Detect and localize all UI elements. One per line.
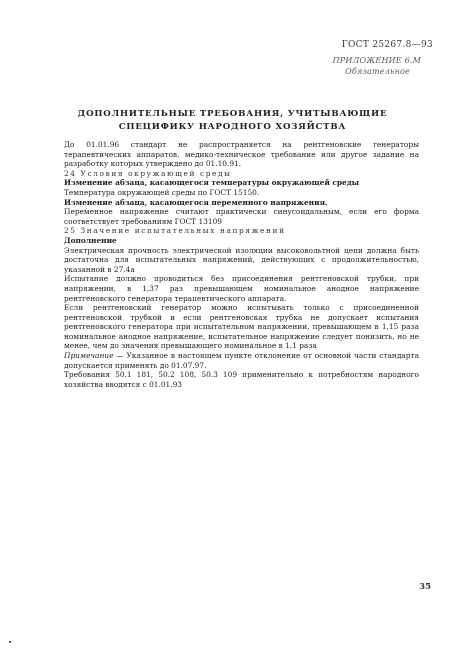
title-line-2: СПЕЦИФИКУ НАРОДНОГО ХОЗЯЙСТВА <box>118 122 347 132</box>
section-24-voltage: Переменное напряжение считают практически синусоидальным, если его форма соответствует требованиям ГОСТ 13109 <box>64 207 419 226</box>
document-body <box>64 140 419 389</box>
section-24-change-temperature: Изменение абзаца, касающегося температуры окружающей среды <box>64 178 360 188</box>
section-25-heading: 25 Значение испытательных напряжений <box>64 226 286 236</box>
title-line-1: ДОПОЛНИТЕЛЬНЫЕ ТРЕБОВАНИЯ, УЧИТЫВАЮЩИЕ <box>77 109 388 119</box>
intro-paragraph: До 01.01.96 стандарт не распространяется на рентгеновские генераторы терапевтических аппаратов, медико-техническое требование или другое задание на разработку которых утверждено до 01.10.91. <box>64 140 419 169</box>
section-24-change-voltage: Изменение абзаца, касающегося переменного напряжения. <box>64 197 328 207</box>
section-25-addition-label: Дополнение <box>64 235 117 245</box>
section-25-paragraph-2: Испытание должно проводиться без присоединения рентгеновской трубки, при напряжении, в 1,37 раз превышающем номинальное анодное напряжение рентгеновского генератора терапевтического аппарата. <box>64 274 419 303</box>
scan-mark <box>9 641 11 643</box>
appendix-label: ПРИЛОЖЕНИЕ 6.М <box>332 56 421 65</box>
section-25-paragraph-1: Электрическая прочность электрической изоляции высоковольтной цепи должна быть достаточна для испытательных напряжений, действующих с продолжительностью, указанной в 27.4а <box>64 245 419 274</box>
standard-code: ГОСТ 25267.8—93 <box>341 40 433 50</box>
final-paragraph: Требования 50.1 181, 50.2 108, 50.3 109 применительно к потребностям народного хозяйства вводятся с 01.01.93 <box>64 370 419 389</box>
note-label: Примечание — <box>64 351 124 361</box>
note-paragraph <box>64 351 419 370</box>
section-24-temperature: Температура окружающей среды по ГОСТ 15150. <box>64 187 260 197</box>
page-number: 35 <box>419 582 431 592</box>
document-title <box>0 108 465 134</box>
note-text: Указанное в настоящем пункте отклонение от основной части стандарта допускается применять до 01.07.97. <box>64 351 419 370</box>
appendix-status: Обязательное <box>345 67 410 76</box>
section-24-heading: 24 Условия окружающей среды <box>64 168 232 178</box>
section-25-paragraph-3: Если рентгеновский генератор можно испытывать только с присоединенной рентгеновской трубкой и если рентгеновская трубка не допускает испытания рентгеновского генератора при испытательном напряжении, превышающем в 1,15 раза номинальное анодное напряжение, испытательное напряжение следует понизить, но не менее, чем до значения превышающего номинальное в 1,1 раза <box>64 303 419 351</box>
